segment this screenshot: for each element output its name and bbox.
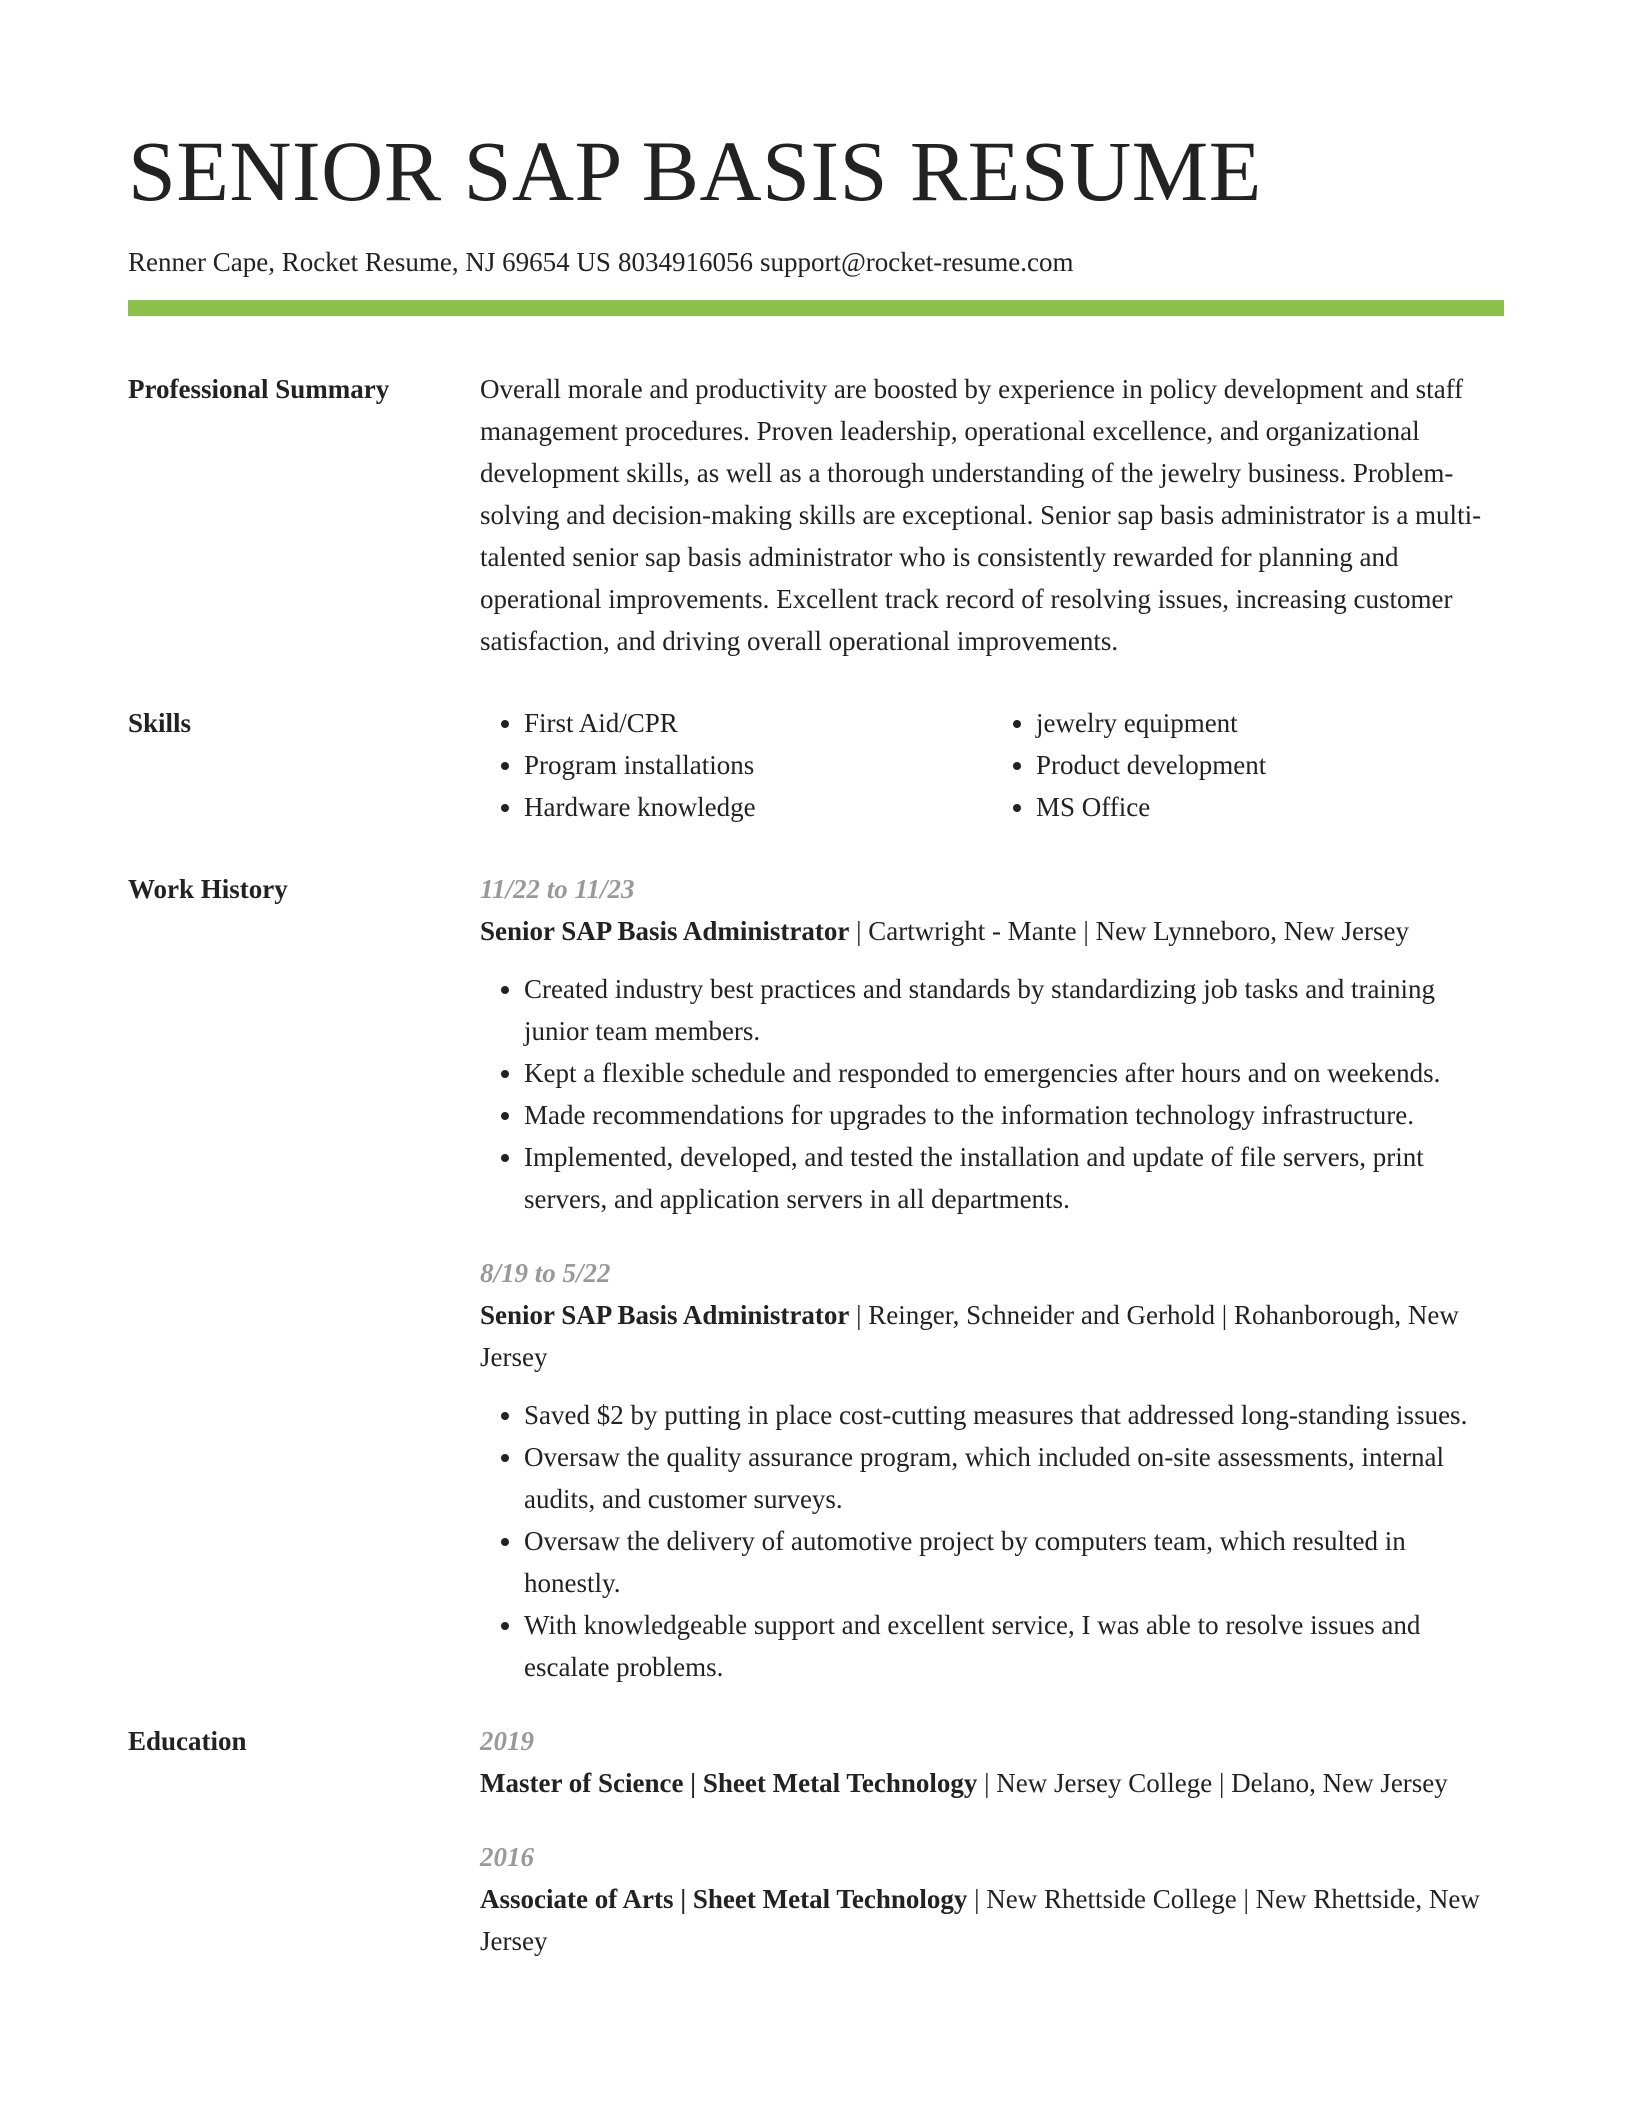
work-bullet: • Created industry best practices and standards by standardizing job tasks and training junior team members.	[524, 968, 1504, 1052]
skills-section	[128, 702, 1504, 828]
summary-body	[480, 368, 1504, 662]
work-entry-dates: 11/22 to 11/23	[480, 874, 635, 904]
education-details: | New Jersey College | Delano, New Jersey	[977, 1768, 1448, 1798]
section-label-summary: Professional Summary	[128, 374, 390, 404]
skill-item: • Program installations	[524, 744, 992, 786]
contact-email: support@rocket-resume.com	[759, 247, 1074, 277]
section-label-education: Education	[128, 1726, 247, 1756]
education-body	[480, 1720, 1504, 1962]
education-heading	[480, 1762, 1504, 1804]
degree-name: Master of Science | Sheet Metal Technology	[480, 1768, 978, 1798]
skill-item: • Hardware knowledge	[524, 786, 992, 828]
education-entry	[480, 1836, 1504, 1962]
work-body	[480, 868, 1504, 1688]
skill-item: • MS Office	[1036, 786, 1504, 828]
job-details: | Reinger, Schneider and Gerhold | Rohanborough, New Jersey	[480, 1300, 1459, 1372]
work-bullet: • Kept a flexible schedule and responded to emergencies after hours and on weekends.	[524, 1052, 1504, 1094]
summary-section	[128, 368, 1504, 662]
education-year: 2019	[480, 1726, 534, 1756]
resume-title: SENIOR SAP BASIS RESUME	[128, 123, 1262, 219]
work-entry-bullets	[480, 968, 1504, 1220]
work-bullet: • Made recommendations for upgrades to the information technology infrastructure.	[524, 1094, 1504, 1136]
degree-name: Associate of Arts | Sheet Metal Technology	[480, 1884, 968, 1914]
skill-item: • Product development	[1036, 744, 1504, 786]
work-entry-heading	[480, 1294, 1504, 1378]
summary-text: Overall morale and productivity are boosted by experience in policy development and staff management procedures. Proven leadership, operational excellence, and organizational development skills, as well as a thorough understanding of the jewelry business. Problem-solving and decision-making skills are exceptional. Senior sap basis administrator is a multi-talented senior sap basis administrator who is consistently rewarded for planning and operational improvements. Excellent track record of resolving issues, increasing customer satisfaction, and driving overall operational improvements.	[480, 374, 1482, 656]
header-divider	[128, 300, 1504, 316]
work-bullet: • Saved $2 by putting in place cost-cutting measures that addressed long-standing issues.	[524, 1394, 1504, 1436]
work-bullet: • Oversaw the quality assurance program, which included on-site assessments, internal audits, and customer surveys.	[524, 1436, 1504, 1520]
education-entry	[480, 1720, 1504, 1804]
skills-body	[480, 702, 1504, 828]
work-entry	[480, 1252, 1504, 1688]
work-bullet: • Implemented, developed, and tested the installation and update of file servers, print servers, and application servers in all departments.	[524, 1136, 1504, 1220]
work-entry-heading	[480, 910, 1504, 952]
education-heading	[480, 1878, 1504, 1962]
education-year: 2016	[480, 1842, 534, 1872]
work-section	[128, 868, 1504, 1688]
skills-list-right	[992, 702, 1504, 828]
work-bullet: • Oversaw the delivery of automotive project by computers team, which resulted in honestly.	[524, 1520, 1504, 1604]
job-title: Senior SAP Basis Administrator	[480, 1300, 850, 1330]
section-label-skills: Skills	[128, 708, 192, 738]
work-entry-bullets	[480, 1394, 1504, 1688]
contact-line	[128, 242, 1504, 282]
contact-address: Renner Cape, Rocket Resume, NJ 69654 US	[128, 247, 611, 277]
skill-item: • First Aid/CPR	[524, 702, 992, 744]
job-title: Senior SAP Basis Administrator	[480, 916, 850, 946]
work-bullet: • With knowledgeable support and excellent service, I was able to resolve issues and escalate problems.	[524, 1604, 1504, 1688]
education-details: | New Rhettside College | New Rhettside, New Jersey	[480, 1884, 1480, 1956]
job-details: | Cartwright - Mante | New Lynneboro, New Jersey	[849, 916, 1409, 946]
work-entry	[480, 868, 1504, 1220]
contact-phone: 8034916056	[617, 247, 753, 277]
work-entry-dates: 8/19 to 5/22	[480, 1258, 611, 1288]
education-section	[128, 1720, 1504, 1962]
skills-list-left	[480, 702, 992, 828]
section-label-work: Work History	[128, 874, 288, 904]
skill-item: • jewelry equipment	[1036, 702, 1504, 744]
